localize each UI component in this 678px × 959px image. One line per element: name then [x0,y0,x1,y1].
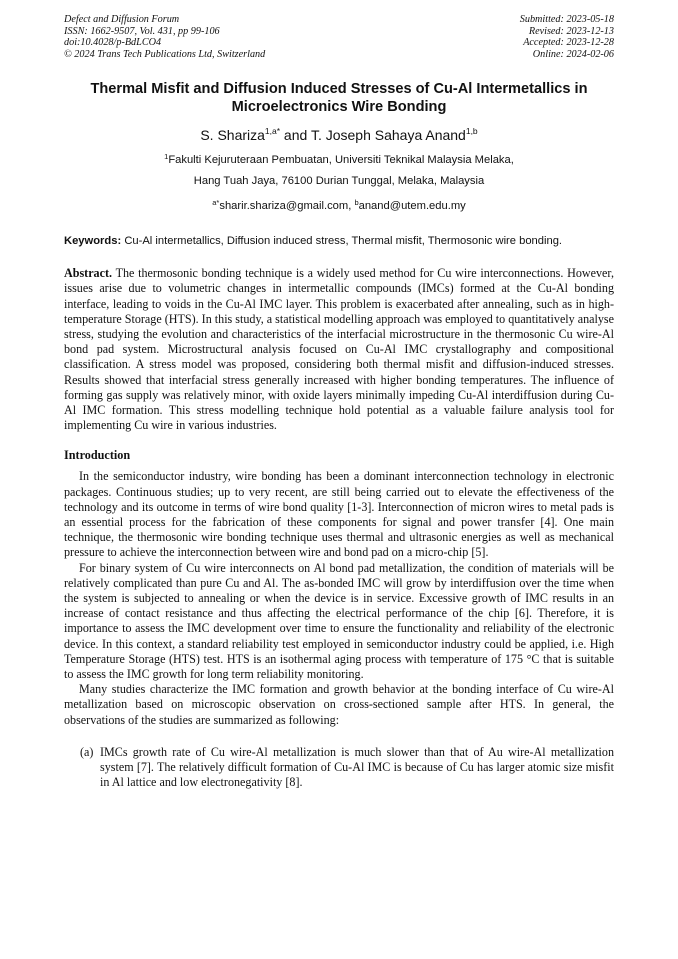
author-2-affil-mark: 1,b [465,126,478,137]
email-b[interactable]: anand@utem.edu.my [358,200,466,213]
section-heading-introduction: Introduction [64,448,131,463]
email-separator: , [348,200,355,213]
list-item-text: IMCs growth rate of Cu wire-Al metallization is much slower than that of Au wire-Al metallization system [7]. The relatively difficult formation of Cu-Al IMC is because of Cu has larger atomic size misfit in Al lattice and low electronegativity [8]. [100,744,614,790]
intro-paragraph-3: Many studies characterize the IMC formation and growth behavior at the bonding interface of Cu wire-Al metallization based on microscopic observation on cross-sectioned sample after HTS. In general, the observations of the studies are summarized as following: [64,682,614,727]
author-line [64,122,614,144]
journal-info [64,14,265,60]
date-revised: Revised: 2023-12-13 [528,25,614,37]
introduction-body [64,469,614,727]
paper-page [64,14,614,790]
submission-dates [520,14,614,60]
journal-name: Defect and Diffusion Forum [64,14,180,25]
observation-list-item [64,745,614,791]
paper-title: Thermal Misfit and Diffusion Induced Stresses of Cu-Al Intermetallics in Microelectronics Wire Bonding [90,81,588,116]
keywords-text: Cu-Al intermetallics, Diffusion induced stress, Thermal misfit, Thermosonic wire bonding. [124,235,563,248]
abstract-label: Abstract. [64,266,113,281]
author-1: S. Shariza [200,127,265,144]
email-a[interactable]: sharir.shariza@gmail.com [219,200,349,213]
abstract-text: The thermosonic bonding technique is a widely used method for Cu wire interconnections. However, issues arise due to volumetric changes in intermetallic compounds (IMCs) formed at the Cu-Al bonding interface, leading to voids in the Cu-Al IMC layer. This problem is exacerbated after annealing, such as in high-temperature Storage (HTS). In this study, a statistical modelling approach was employed to quantitatively analyse stress, studying the evolution and characteristics of the interfacial microstructure in the thermosonic Cu wire-Al bond pad system. Microstructural analysis focused on Cu-Al IMC crystallography and compositional classification. A stress model was proposed, considering both thermal misfit and diffusion-induced stresses. Results showed that interfacial stress generally increased with higher bonding temperatures. The influence of forming gas supply was relatively minor, with oxide layers minimally impeding Cu-Al interdiffusion during Cu-Al IMC formation. This stress modelling technique hold potential as a valuable failure analysis tool for implementing Cu wire in various industries. [64,266,615,433]
affiliation-line-1: Fakulti Kejuruteraan Pembuatan, Universiti Teknikal Malaysia Melaka, [168,154,514,167]
affiliation-line-2: Hang Tuah Jaya, 76100 Durian Tunggal, Melaka, Malaysia [193,175,485,188]
author-emails [64,194,614,215]
author-2: T. Joseph Sahaya Anand [310,127,466,144]
keywords [64,234,614,249]
affiliation-mark: 1 [164,152,169,162]
date-online: Online: 2024-02-06 [532,48,614,60]
journal-doi: doi:10.4028/p-BdLCO4 [64,37,162,49]
list-marker: (a) [80,744,94,759]
abstract [64,266,614,433]
intro-paragraph-1: In the semiconductor industry, wire bonding has been a dominant interconnection technology in electronic packages. Continuous studies; up to very recent, are still being carried out to elevate the effectiveness of the technology and its outcome in terms of wire bond quality [1-3]. Interconnection of micron wires to metal pads is an essential process for the fabrication of these components for signal and power transfer [4]. One main technique, the thermosonic wire bonding technique uses thermal and ultrasonic energies as well as mechanical pressure to achieve the interconnection between wire and bond pad on a micro-chip [5]. [64,469,614,560]
date-accepted: Accepted: 2023-12-28 [523,37,614,49]
journal-header [64,14,614,60]
author-1-affil-mark: 1,a* [264,126,281,137]
email-b-mark: b [354,198,359,208]
journal-issn: ISSN: 1662-9507, Vol. 431, pp 99-106 [64,25,220,37]
intro-paragraph-2: For binary system of Cu wire interconnects on Al bond pad metallization, the condition of materials will be relatively complicated than pure Cu and Al. The as-bonded IMC will grow by interdiffusion over the time when the system is subjected to annealing or when the device is in service. Excessive growth of IMC results in an increase of contact resistance and thus affecting the electrical performance of the chip [6]. Therefore, it is importance to assess the IMC development over time to ensure the functionality and reliability of the electronic device. In this context, a standard reliability test employed in semiconductor industry could be applied, i.e. High Temperature Storage (HTS) test. HTS is an isothermal aging process with temperature of 175 °C that is suitable to assess the IMC growth for long term reliability monitoring. [64,560,614,682]
author-conjunction: and [280,127,311,144]
affiliation [64,146,614,192]
email-a-mark: a* [212,198,220,208]
journal-copyright: © 2024 Trans Tech Publications Ltd, Switzerland [64,48,266,60]
keywords-label: Keywords: [64,235,122,248]
date-submitted: Submitted: 2023-05-18 [519,14,614,25]
